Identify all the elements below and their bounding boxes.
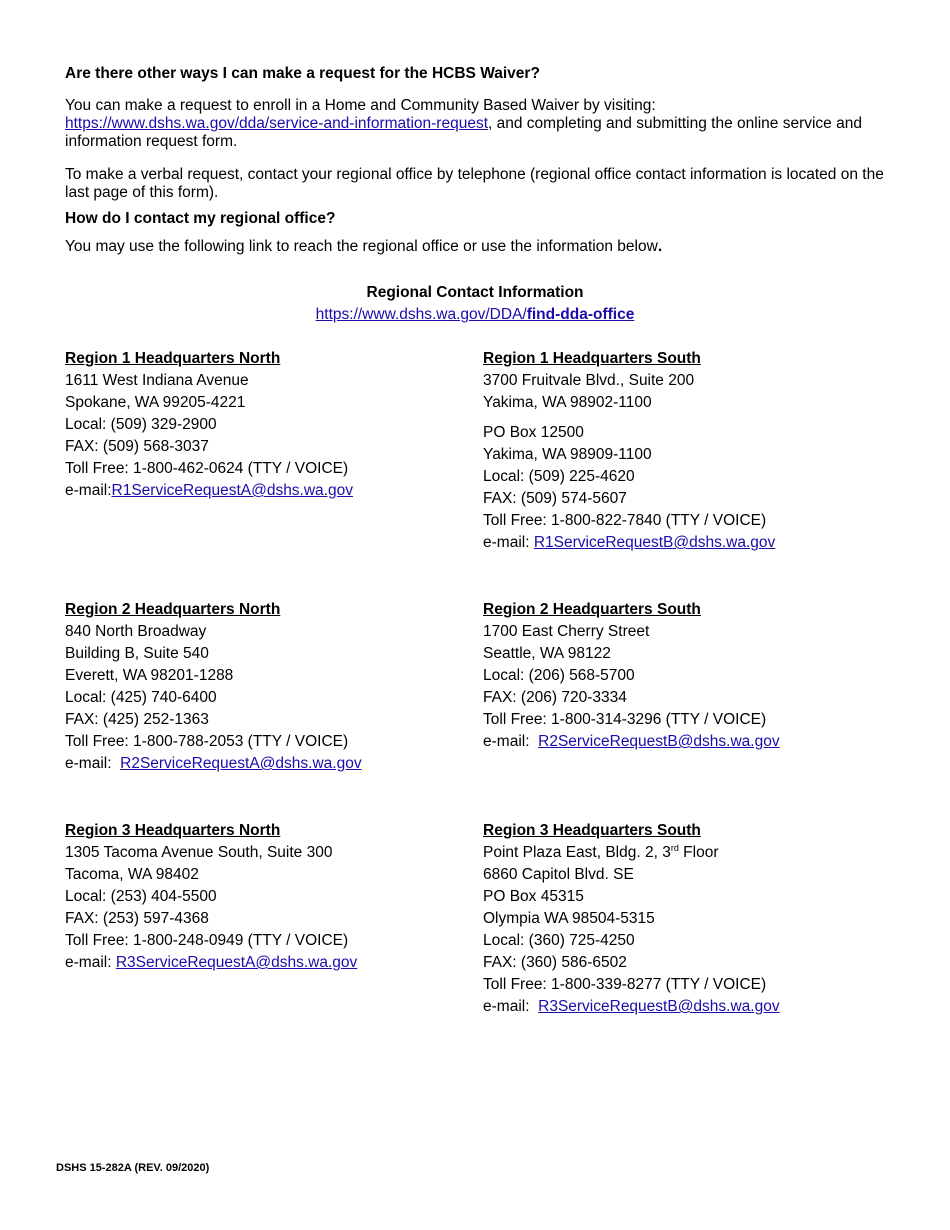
paragraph-online-request	[65, 97, 885, 151]
email-link[interactable]: R2ServiceRequestB@dshs.wa.gov	[538, 733, 780, 750]
paragraph-period: .	[657, 238, 663, 255]
find-office-link-bold: find-dda-office	[526, 306, 635, 323]
region-line: 1700 East Cherry Street	[483, 623, 650, 640]
email-link[interactable]: R2ServiceRequestA@dshs.wa.gov	[120, 755, 362, 772]
region-line: 3700 Fruitvale Blvd., Suite 200	[483, 372, 695, 389]
region-2-south	[483, 599, 780, 753]
email-link[interactable]: R1ServiceRequestB@dshs.wa.gov	[533, 534, 776, 551]
paragraph-tail: , and completing and submitting the online service and information request form.	[65, 115, 862, 150]
email-label: e-mail:	[483, 733, 539, 750]
email-label: e-mail:	[65, 755, 121, 772]
region-title: Region 2 Headquarters North	[65, 601, 281, 618]
email-label: e-mail:	[65, 482, 112, 499]
region-line: Seattle, WA 98122	[483, 645, 611, 662]
email-link[interactable]: R1ServiceRequestA@dshs.wa.gov	[111, 482, 353, 499]
address-suffix: Floor	[678, 844, 719, 861]
region-email-line	[483, 731, 780, 753]
region-email-line	[483, 996, 780, 1018]
address-prefix: Point Plaza East, Bldg. 2, 3	[483, 844, 671, 861]
form-footer: DSHS 15-282A (REV. 09/2020)	[56, 1162, 210, 1174]
region-line: Spokane, WA 99205-4221	[65, 394, 246, 411]
address-superscript: rd	[670, 842, 679, 853]
region-line: Toll Free: 1-800-314-3296 (TTY / VOICE)	[483, 711, 767, 728]
region-line: Toll Free: 1-800-462-0624 (TTY / VOICE)	[65, 460, 349, 477]
region-line: 6860 Capitol Blvd. SE	[483, 866, 634, 883]
contact-link-wrap	[0, 306, 950, 324]
region-2-north	[65, 599, 362, 775]
region-title: Region 2 Headquarters South	[483, 601, 701, 618]
region-3-south	[483, 820, 780, 1018]
region-line: FAX: (509) 574-5607	[483, 490, 627, 507]
region-line: PO Box 45315	[483, 888, 584, 905]
email-link[interactable]: R3ServiceRequestA@dshs.wa.gov	[115, 954, 358, 971]
region-line: 1611 West Indiana Avenue	[65, 372, 249, 389]
region-line: Everett, WA 98201-1288	[65, 667, 234, 684]
region-line: FAX: (509) 568-3037	[65, 438, 209, 455]
region-line: Local: (253) 404-5500	[65, 888, 217, 905]
paragraph-verbal-request: To make a verbal request, contact your regional office by telephone (regional office contact information is located on the last page of this form).	[65, 166, 884, 201]
find-office-link-prefix: https://www.dshs.wa.gov/DDA/	[315, 306, 527, 323]
region-line: Toll Free: 1-800-788-2053 (TTY / VOICE)	[65, 733, 349, 750]
email-label: e-mail:	[65, 954, 116, 971]
email-label: e-mail:	[483, 534, 534, 551]
region-line: Local: (509) 225-4620	[483, 468, 635, 485]
region-line: Local: (360) 725-4250	[483, 932, 635, 949]
region-email-line	[65, 952, 357, 974]
section-heading-contact: How do I contact my regional office?	[65, 210, 336, 227]
section-heading-other-ways: Are there other ways I can make a request for the HCBS Waiver?	[65, 65, 540, 82]
region-1-north	[65, 348, 353, 502]
region-line: FAX: (360) 586-6502	[483, 954, 627, 971]
region-line: 1305 Tacoma Avenue South, Suite 300	[65, 844, 333, 861]
paragraph-text: You may use the following link to reach the regional office or use the information below	[65, 238, 658, 255]
region-line: Toll Free: 1-800-339-8277 (TTY / VOICE)	[483, 976, 767, 993]
region-line: Toll Free: 1-800-822-7840 (TTY / VOICE)	[483, 512, 767, 529]
region-line: Yakima, WA 98909-1100	[483, 446, 652, 463]
region-line: PO Box 12500	[483, 424, 584, 441]
region-line: FAX: (206) 720-3334	[483, 689, 627, 706]
paragraph-text: You can make a request to enroll in a Home and Community Based Waiver by visiting:	[65, 97, 656, 114]
region-email-line	[483, 532, 775, 554]
region-1-south	[483, 348, 775, 554]
region-email-line	[65, 753, 362, 775]
region-title: Region 3 Headquarters South	[483, 822, 701, 839]
region-line: Yakima, WA 98902-1100	[483, 394, 652, 411]
region-address-line	[483, 842, 780, 864]
region-line: FAX: (425) 252-1363	[65, 711, 209, 728]
region-email-line	[65, 480, 353, 502]
region-line: Tacoma, WA 98402	[65, 866, 199, 883]
region-title: Region 3 Headquarters North	[65, 822, 281, 839]
region-title: Region 1 Headquarters South	[483, 350, 701, 367]
contact-title: Regional Contact Information	[366, 284, 584, 301]
region-line: Local: (425) 740-6400	[65, 689, 217, 706]
email-label: e-mail:	[483, 998, 539, 1015]
paragraph-link-info	[65, 238, 662, 256]
region-line: Toll Free: 1-800-248-0949 (TTY / VOICE)	[65, 932, 349, 949]
region-line: Local: (509) 329-2900	[65, 416, 217, 433]
service-request-link[interactable]: https://www.dshs.wa.gov/dda/service-and-information-request	[65, 115, 489, 132]
region-line: Local: (206) 568-5700	[483, 667, 635, 684]
region-3-north	[65, 820, 357, 974]
find-dda-office-link[interactable]	[316, 306, 635, 323]
region-line: 840 North Broadway	[65, 623, 207, 640]
region-title: Region 1 Headquarters North	[65, 350, 281, 367]
region-line: FAX: (253) 597-4368	[65, 910, 209, 927]
region-line: Olympia WA 98504-5315	[483, 910, 655, 927]
email-link[interactable]: R3ServiceRequestB@dshs.wa.gov	[538, 998, 780, 1015]
region-line: Building B, Suite 540	[65, 645, 209, 662]
